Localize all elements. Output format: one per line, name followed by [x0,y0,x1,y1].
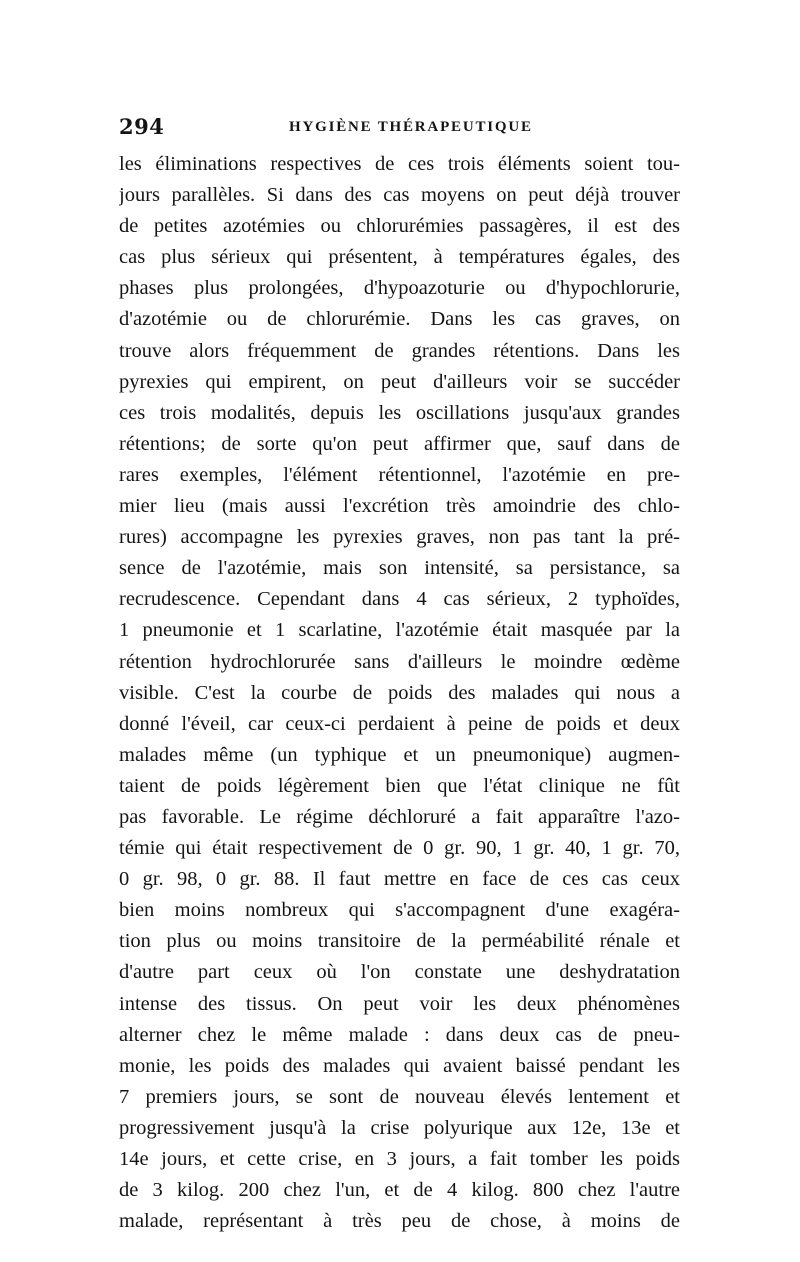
text-line: taient de poids légèrement bien que l'état clinique ne fût [119,774,680,797]
text-line: phases plus prolongées, d'hypoazoturie ou d'hypochlorurie, [119,277,680,300]
page-header [119,114,680,140]
text-line: d'autre part ceux où l'on constate une deshydratation [119,961,680,984]
text-line: bien moins nombreux qui s'accompagnent d'une exagéra- [119,899,680,922]
text-line: pyrexies qui empirent, on peut d'ailleurs voir se succéder [119,370,680,393]
text-line: mier lieu (mais aussi l'excrétion très amoindrie des chlo- [119,495,680,518]
body-text [119,149,680,1237]
text-line: malades même (un typhique et un pneumonique) augmen- [119,743,680,766]
text-line: tion plus ou moins transitoire de la perméabilité rénale et [119,930,680,953]
text-line: témie qui était respectivement de 0 gr. 90, 1 gr. 40, 1 gr. 70, [119,837,680,860]
text-line: 7 premiers jours, se sont de nouveau élevés lentement et [119,1085,680,1108]
text-line: rures) accompagne les pyrexies graves, non pas tant la pré- [119,526,680,549]
text-line: rétention hydrochlorurée sans d'ailleurs le moindre œdème [119,650,680,673]
text-line: trouve alors fréquemment de grandes rétentions. Dans les [119,339,680,362]
text-line: recrudescence. Cependant dans 4 cas sérieux, 2 typhoïdes, [119,588,680,611]
text-line: ces trois modalités, depuis les oscillations jusqu'aux grandes [119,401,680,424]
text-line: rares exemples, l'élément rétentionnel, l'azotémie en pre- [119,463,680,486]
text-line: 0 gr. 98, 0 gr. 88. Il faut mettre en face de ces cas ceux [119,868,680,891]
text-line: 1 pneumonie et 1 scarlatine, l'azotémie était masquée par la [119,619,680,642]
text-line: de petites azotémies ou chlorurémies passagères, il est des [119,215,680,238]
text-line: monie, les poids des malades qui avaient baissé pendant les [119,1054,680,1077]
text-line: alterner chez le même malade : dans deux cas de pneu- [119,1023,680,1046]
text-line: donné l'éveil, car ceux-ci perdaient à peine de poids et deux [119,712,680,735]
text-line: progressivement jusqu'à la crise polyurique aux 12e, 13e et [119,1116,680,1139]
text-line: intense des tissus. On peut voir les deux phénomènes [119,992,680,1015]
text-line: d'azotémie ou de chlorurémie. Dans les cas graves, on [119,308,680,331]
text-line: sence de l'azotémie, mais son intensité, sa persistance, sa [119,557,680,580]
text-line: rétentions; de sorte qu'on peut affirmer que, sauf dans de [119,432,680,455]
text-line: pas favorable. Le régime déchloruré a fait apparaître l'azo- [119,805,680,828]
page-number: 294 [119,114,165,139]
text-line: visible. C'est la courbe de poids des malades qui nous a [119,681,680,704]
text-line: de 3 kilog. 200 chez l'un, et de 4 kilog. 800 chez l'autre [119,1179,680,1202]
text-line: cas plus sérieux qui présentent, à températures égales, des [119,246,680,269]
text-line: 14e jours, et cette crise, en 3 jours, a fait tomber les poids [119,1148,680,1170]
text-line: malade, représentant à très peu de chose, à moins de [119,1210,680,1233]
running-head: HYGIÈNE THÉRAPEUTIQUE [289,119,533,135]
text-line: les éliminations respectives de ces trois éléments soient tou- [119,153,680,175]
text-line: jours parallèles. Si dans des cas moyens on peut déjà trouver [119,184,680,207]
